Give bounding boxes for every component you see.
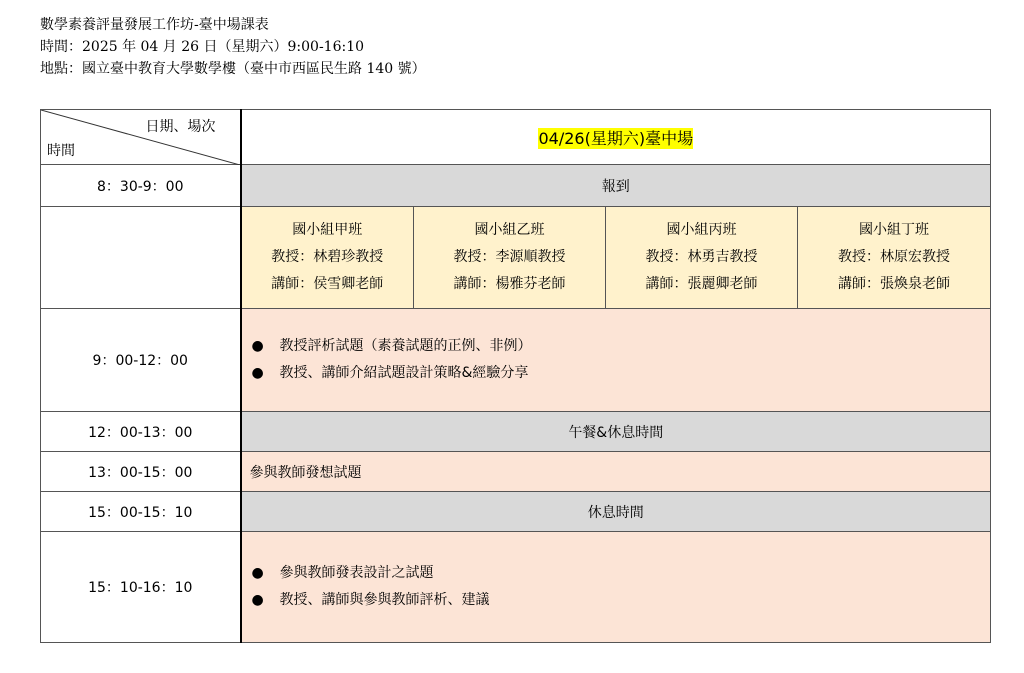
list-item: ● 教授評析試題（素養試題的正例、非例） xyxy=(250,333,991,360)
time-cell: 15：10-16：10 xyxy=(41,532,241,643)
table-header-row xyxy=(41,110,991,165)
checkin-cell: 報到 xyxy=(241,165,991,207)
group-professor: 教授：林原宏教授 xyxy=(838,249,951,265)
bullet-icon: ● xyxy=(251,565,264,581)
schedule-table xyxy=(40,109,991,643)
document-title: 數學素養評量發展工作坊-臺中場課表 xyxy=(40,17,269,33)
morning-bullet-list xyxy=(242,333,991,387)
group-cell-c xyxy=(606,207,798,309)
idea-session-cell: 參與教師發想試題 xyxy=(241,452,991,492)
group-cell-a xyxy=(241,207,414,309)
document-header xyxy=(40,14,426,80)
group-name: 國小組甲班 xyxy=(292,222,363,238)
time-cell: 13：00-15：00 xyxy=(41,452,241,492)
group-lecturer: 講師：侯雪卿老師 xyxy=(271,276,384,292)
group-professor: 教授：林碧珍教授 xyxy=(271,249,384,265)
table-row xyxy=(41,532,991,643)
corner-date-label: 日期、場次 xyxy=(145,119,216,135)
bullet-icon: ● xyxy=(251,338,264,354)
corner-time-label: 時間 xyxy=(47,143,75,159)
table-row xyxy=(41,165,991,207)
bullet-icon: ● xyxy=(251,365,264,381)
session-title: 04/26(星期六)臺中場 xyxy=(538,128,694,148)
table-row xyxy=(41,452,991,492)
group-professor: 教授：林勇吉教授 xyxy=(645,249,758,265)
time-cell: 12：00-13：00 xyxy=(41,412,241,452)
table-row xyxy=(41,309,991,412)
break-cell: 休息時間 xyxy=(241,492,991,532)
list-item: ● 教授、講師與參與教師評析、建議 xyxy=(250,587,991,614)
bullet-icon: ● xyxy=(251,592,264,608)
time-cell: 9：00-12：00 xyxy=(41,309,241,412)
group-professor: 教授：李源順教授 xyxy=(453,249,566,265)
time-cell: 15：00-15：10 xyxy=(41,492,241,532)
group-lecturer: 講師：張煥泉老師 xyxy=(838,276,951,292)
group-lecturer: 講師：張麗卿老師 xyxy=(645,276,758,292)
groups-row xyxy=(41,207,991,309)
group-name: 國小組丙班 xyxy=(666,222,737,238)
session-title-cell xyxy=(241,110,991,165)
group-cell-d xyxy=(798,207,991,309)
afternoon-bullet-list xyxy=(242,560,991,614)
time-cell-empty xyxy=(41,207,241,309)
afternoon-session-cell xyxy=(241,532,991,643)
time-line: 時間：2025 年 04 月 26 日（星期六）9:00-16:10 xyxy=(40,39,365,55)
group-cell-b xyxy=(414,207,606,309)
table-row xyxy=(41,492,991,532)
table-row xyxy=(41,412,991,452)
list-item: ● 參與教師發表設計之試題 xyxy=(250,560,991,587)
corner-cell xyxy=(41,110,241,165)
lunch-cell: 午餐&休息時間 xyxy=(241,412,991,452)
list-item: ● 教授、講師介紹試題設計策略&經驗分享 xyxy=(250,360,991,387)
group-name: 國小組乙班 xyxy=(474,222,545,238)
time-cell: 8：30-9：00 xyxy=(41,165,241,207)
group-name: 國小組丁班 xyxy=(859,222,930,238)
morning-session-cell xyxy=(241,309,991,412)
group-lecturer: 講師：楊雅芬老師 xyxy=(453,276,566,292)
location-line: 地點：國立臺中教育大學數學樓（臺中市西區民生路 140 號） xyxy=(40,61,426,77)
